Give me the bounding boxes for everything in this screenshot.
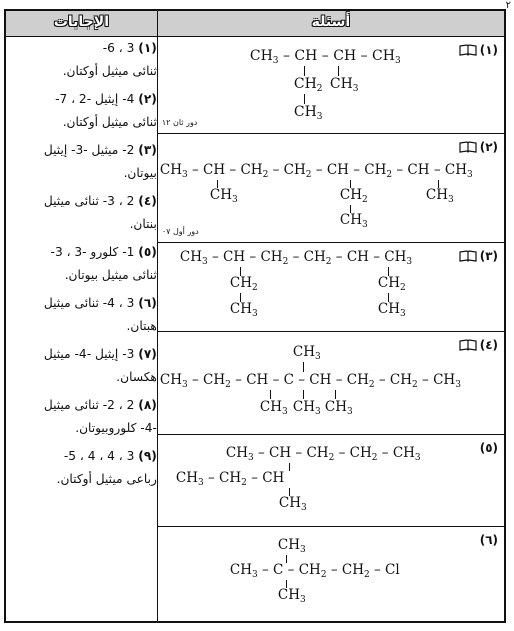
structural-formula: $CH_3$ – CH – CH – $CH_3$ $CH_2$ $CH_3$ $CH_3$ [249, 47, 401, 122]
question-4: (٤) $CH_3$ $CH_3 - CH_2$ – CH – C – CH – $CH_2 - CH_2 - CH_3$ $CH_3$ $CH_3$ $CH_3$ [157, 331, 505, 435]
answer-item: (١) 3 ، 6- ثنائى ميثيل أوكتان. [62, 40, 157, 78]
question-2: (٢) $CH_3$ – CH – $CH_2 - CH_2$ – CH – $CH_2$ – CH – $CH_3$ $CH_3$ $CH_2$ $CH_3$ $CH_3$ دور أول ٠٧ [157, 134, 505, 243]
structural-formula: $CH_3$ $CH_3$ – C – $CH_2 - CH_2$ – Cl $CH_3$ [229, 536, 400, 605]
answer-item: (٩) 3 ، 4 ، 4 ، 5- رباعى ميثيل أوكتان. [56, 448, 157, 486]
answer-item: (٨) 2 ، 2- ثنائى ميثيل -4- كلوروبيوتان. [43, 397, 157, 435]
answer-item: (٤) 2 ، 3- ثنائى ميثيل بنتان. [43, 193, 157, 231]
answer-item: (٥) 1- كلورو -3 ، 3- ثنائى ميثيل بيوتان. [50, 244, 157, 282]
book-icon [459, 44, 477, 56]
structural-formula: $CH_3$ $CH_3 - CH_2$ – CH – C – CH – $CH_2 - CH_2 - CH_3$ $CH_3$ $CH_3$ $CH_3$ [159, 343, 461, 417]
answer-item: (٦) 3 ، 4- ثنائى ميثيل هبتان. [43, 295, 157, 333]
answers-column [5, 36, 157, 622]
answers-table [4, 9, 506, 623]
book-icon [459, 250, 477, 262]
page-corner-number: ٢ [505, 0, 511, 11]
answer-item: (٣) 2- ميثيل -3- إيثيل بيوتان. [43, 142, 157, 180]
answer-item: (٧) 3- إيثيل -4- ميثيل هكسان. [43, 346, 157, 384]
header-answers: الإجابات [5, 10, 157, 36]
question-6: (٦) $CH_3$ $CH_3$ – C – $CH_2 - CH_2$ – Cl $CH_3$ [157, 526, 505, 622]
answer-item: (٢) 4- إيثيل -2 ، 7- ثنائى ميثيل أوكتان. [55, 91, 157, 129]
structural-formula: $CH_3$ – CH – $CH_2 - CH_2$ – CH – $CH_3$ $CH_2$ $CH_3$ $CH_2$ $CH_3$ [179, 248, 413, 319]
header-questions: أسئلة [157, 10, 505, 36]
question-5: (٥) $CH_3$ – CH – $CH_2 - CH_2 - CH_3$ $CH_3 - CH_2$ – CH $CH_3$ [157, 435, 505, 526]
exam-note: دور ثان ١٢ [161, 118, 198, 128]
question-3: (٣) $CH_3$ – CH – $CH_2 - CH_2$ – CH – $CH_3$ $CH_2$ $CH_3$ $CH_2$ $CH_3$ [157, 242, 505, 331]
structural-formula: $CH_3$ – CH – $CH_2 - CH_2$ – CH – $CH_2$ – CH – $CH_3$ $CH_3$ $CH_2$ $CH_3$ $CH_3$ [159, 162, 473, 231]
structural-formula: $CH_3$ – CH – $CH_2 - CH_2 - CH_3$ $CH_3 - CH_2$ – CH $CH_3$ [175, 445, 421, 514]
exam-note: دور أول ٠٧ [161, 226, 199, 236]
book-icon [459, 141, 477, 153]
question-1: (١) $CH_3$ – CH – CH – $CH_3$ $CH_2$ $CH_3$ $CH_3$ دور ثان ١٢ [157, 36, 505, 133]
table-header-row [5, 10, 505, 36]
